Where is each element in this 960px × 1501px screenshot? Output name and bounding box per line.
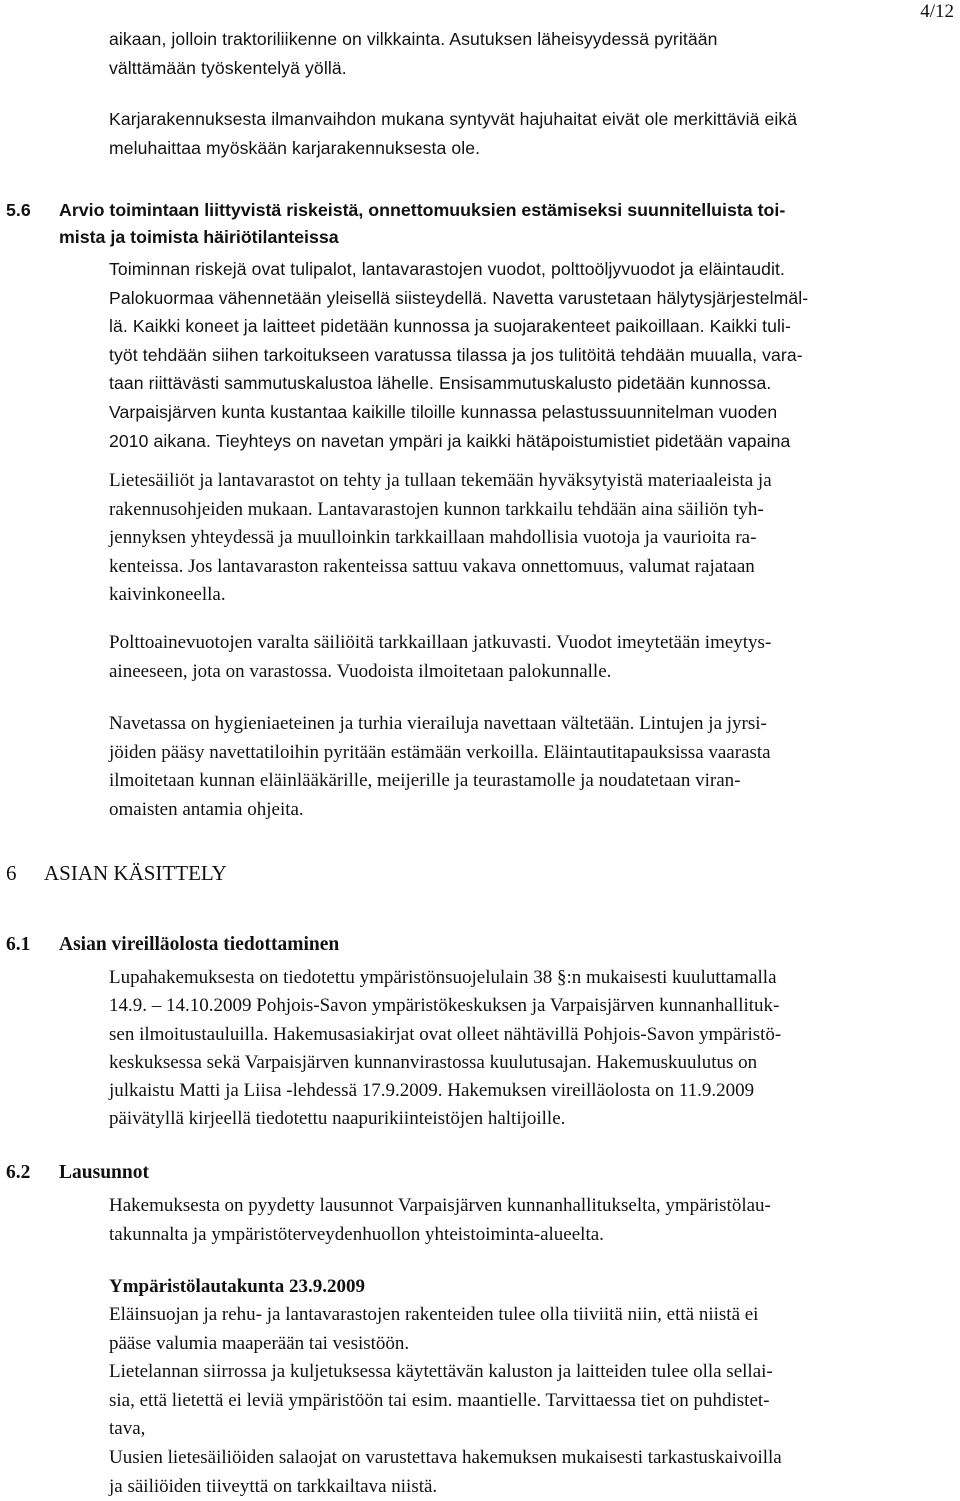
section-6-1-title: Asian vireilläolosta tiedottaminen <box>59 934 340 955</box>
page-number: 4/12 <box>920 1 954 22</box>
section-5-6-paragraph-4: Navetassa on hygieniaeteinen ja turhia vierailuja navettaan vältetään. Lintujen ja jyrsi- jöiden pääsy navettatiloihin pyritään estämään verkoilla. Eläintautitapauksissa vaarasta ilmoitetaan kunnan eläinlääkärille, meijerille ja teurastamolle ja noudatetaan viran- omaisten antamia ohjeita. <box>109 713 771 820</box>
statement-text: Eläinsuojan ja rehu- ja lantavarastojen rakenteiden tulee olla tiiviitä niin, että niistä ei pääse valumia maaperään tai vesistöön. Lietelannan siirrossa ja kuljetuksessa käytettävän kaluston ja laitteiden tulee olla sellai- sia, että lietettä ei leviä ympäristöön tai esim. maantielle. Tarvittaessa tiet on puhdistet- tava, Uusien lietesäiliöiden salaojat on varustettava hakemuksen mukaisesti tarkastuskaivoilla ja säiliöiden tiiveyttä on tarkkailtava niistä. <box>109 1304 782 1497</box>
section-6-1-number: 6.1 <box>6 934 31 955</box>
section-5-6-paragraph-3: Polttoainevuotojen varalta säiliöitä tarkkaillaan jatkuvasti. Vuodot imeytetään imeytys- aineeseen, jota on varastossa. Vuodoista ilmoitetaan palokunnalle. <box>109 632 772 682</box>
section-5-6-title-line2: mista ja toimista häiriötilanteissa <box>59 227 339 247</box>
section-6-2-paragraph: Hakemuksesta on pyydetty lausunnot Varpaisjärven kunnanhallitukselta, ympäristölau- takunnalta ja ympäristöterveydenhuollon yhteistoiminta-alueelta. <box>109 1195 771 1245</box>
intro-paragraph-1: aikaan, jolloin traktoriliikenne on vilkkainta. Asutuksen läheisyydessä pyritään välttämään työskentelyä yöllä. <box>109 29 718 78</box>
section-6-title: ASIAN KÄSITTELY <box>44 861 227 885</box>
section-6-2-title: Lausunnot <box>59 1162 149 1183</box>
section-5-6-paragraph-2: Lietesäiliöt ja lantavarastot on tehty ja tullaan tekemään hyväksytyistä materiaaleista ja rakennusohjeiden mukaan. Lantavarastojen kunnon tarkkailu tehdään aina säiliön tyh- jennyksen yhteydessä ja muulloinkin tarkkaillaan mahdollisia vuotoja ja vaurioita ra- kenteissa. Jos lantavaraston rakenteissa sattuu vakava onnettomuus, valumat rajataan kaivinkoneella. <box>109 470 772 606</box>
section-5-6-title-line1: Arvio toimintaan liittyvistä riskeistä, onnettomuuksien estämiseksi suunnitelluista toi- <box>59 200 786 220</box>
section-6-heading <box>6 861 227 886</box>
section-5-6-number: 5.6 <box>6 200 31 220</box>
section-5-6-heading <box>6 197 936 251</box>
section-6-1-paragraph: Lupahakemuksesta on tiedotettu ympäristönsuojelulain 38 §:n mukaisesti kuuluttamalla 14.9. – 14.10.2009 Pohjois-Savon ympäristökeskuksen ja Varpaisjärven kunnanhallituk- sen ilmoitustauluilla. Hakemusasiakirjat ovat olleet nähtävillä Pohjois-Savon ympäristö- keskuksessa sekä Varpaisjärven kunnanvirastossa kuulutusajan. Hakemuskuulutus on julkaistu Matti ja Liisa -lehdessä 17.9.2009. Hakemuksen vireilläolosta on 11.9.2009 päivätyllä kirjeellä tiedotettu naapurikiinteistöjen haltijoille. <box>109 967 782 1130</box>
section-5-6-paragraph-1: Toiminnan riskejä ovat tulipalot, lantavarastojen vuodot, polttoöljyvuodot ja eläintaudit. Palokuormaa vähennetään yleisellä siisteydellä. Navetta varustetaan hälytysjärjestelmäl- lä. Kaikki koneet ja laitteet pidetään kunnossa ja suojarakenteet paikoillaan. Kaikki tuli- työt tehdään siihen tarkoitukseen varatussa tilassa ja jos tulitöitä tehdään muualla, vara- taan riittävästi sammutuskalustoa lähelle. Ensisammutuskalusto pidetään kunnossa. Varpaisjärven kunta kustantaa kaikille tiloille kunnassa pelastussuunnitelman vuoden 2010 aikana. Tieyhteys on navetan ympäri ja kaikki hätäpoistumistiet pidetään vapaina <box>109 259 809 451</box>
statement-subheading: Ympäristölautakunta 23.9.2009 <box>109 1276 365 1297</box>
intro-paragraph-2: Karjarakennuksesta ilmanvaihdon mukana syntyvät hajuhaitat eivät ole merkittäviä eikä meluhaittaa myöskään karjarakennuksesta ole. <box>109 109 798 158</box>
section-6-2-number: 6.2 <box>6 1162 31 1183</box>
section-6-number: 6 <box>6 861 17 885</box>
